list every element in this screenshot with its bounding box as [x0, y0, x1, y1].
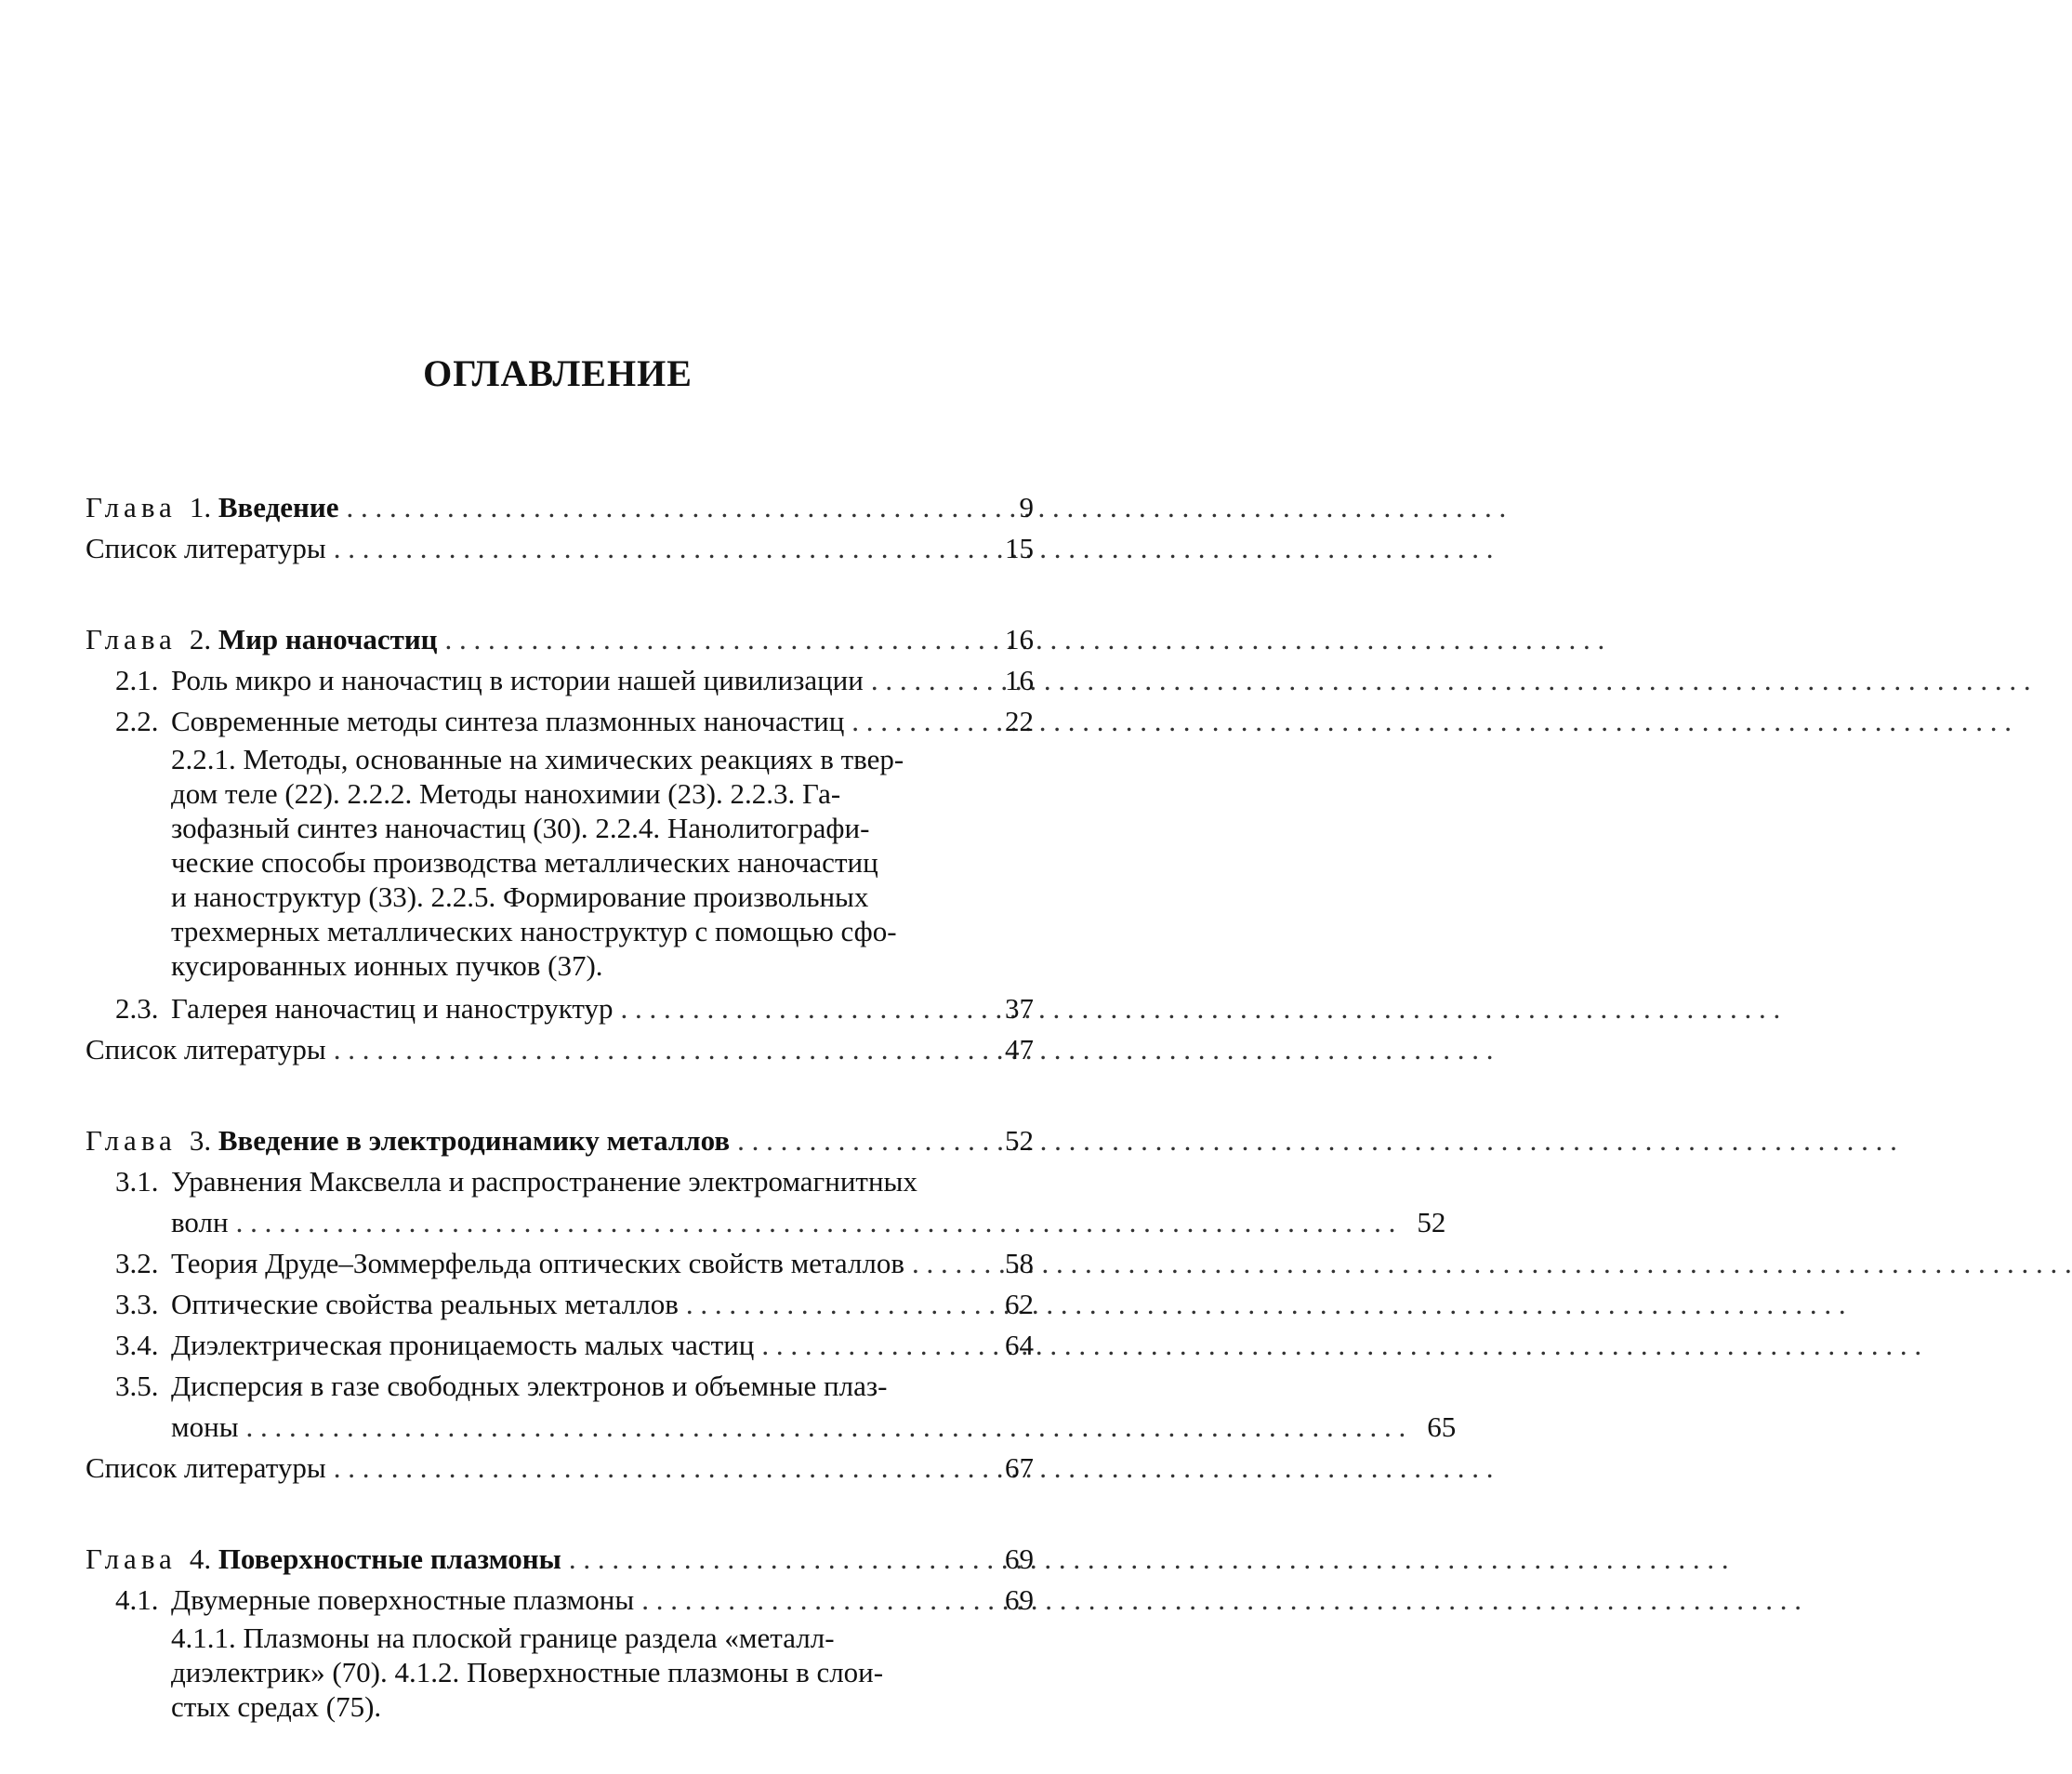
chapter-3: [86, 1120, 1034, 1489]
page-number: 58: [991, 1243, 1034, 1284]
section-entry[interactable]: [86, 1284, 1034, 1325]
section-number: 3.1.: [115, 1161, 171, 1202]
chapter-word: Глава: [86, 1120, 177, 1161]
section-title-line: волн: [171, 1202, 229, 1243]
references-label: Список литературы: [86, 1029, 326, 1070]
table-of-contents: [86, 487, 1034, 1774]
section-entry[interactable]: [86, 1161, 1034, 1243]
subsection-details: [86, 1621, 1034, 1724]
section-title: Галерея наночастиц и наноструктур: [171, 988, 614, 1029]
chapter-title: Мир наночастиц: [218, 619, 438, 660]
section-title: Диэлектрическая проницаемость малых частиц: [171, 1325, 754, 1366]
dot-leader: [621, 988, 983, 1029]
dot-leader: [851, 701, 983, 742]
section-entry[interactable]: [86, 1325, 1034, 1366]
dot-leader: [641, 1580, 983, 1621]
page-number: 67: [991, 1448, 1034, 1489]
dot-leader: [871, 660, 983, 701]
section-title: Современные методы синтеза плазмонных наночастиц: [171, 701, 844, 742]
section-entry[interactable]: [86, 1243, 1034, 1284]
detail-line: кусированных ионных пучков (37).: [171, 948, 969, 983]
chapter-heading[interactable]: [86, 1120, 1034, 1161]
chapter-word: Глава: [86, 487, 177, 528]
page-number: 52: [991, 1120, 1034, 1161]
page-number: 16: [991, 619, 1034, 660]
detail-line: дом теле (22). 2.2.2. Методы нанохимии (23). 2.2.3. Га-: [171, 776, 969, 811]
detail-line: трехмерных металлических наноструктур с помощью сфо-: [171, 914, 969, 948]
chapter-1: [86, 487, 1034, 569]
chapter-2: [86, 619, 1034, 1070]
chapter-heading[interactable]: [86, 619, 1034, 660]
dot-leader: [445, 619, 983, 660]
section-title: Роль микро и наночастиц в истории нашей цивилизации: [171, 660, 864, 701]
references-label: Список литературы: [86, 528, 326, 569]
page-number: 62: [991, 1284, 1034, 1325]
page-number: 22: [991, 701, 1034, 742]
chapter-number: 1.: [190, 487, 211, 528]
section-title-line: Уравнения Максвелла и распространение электромагнитных: [171, 1161, 1445, 1202]
dot-leader: [737, 1120, 983, 1161]
detail-line: и наноструктур (33). 2.2.5. Формирование произвольных: [171, 880, 969, 914]
page-number: 52: [1403, 1202, 1445, 1243]
page-title: ОГЛАВЛЕНИЕ: [0, 351, 1115, 395]
section-title-line: Дисперсия в газе свободных электронов и объемные плаз-: [171, 1366, 1456, 1407]
dot-leader: [236, 1202, 1396, 1243]
page-number: 15: [991, 528, 1034, 569]
section-title: Оптические свойства реальных металлов: [171, 1284, 679, 1325]
section-number: 4.1.: [115, 1580, 171, 1621]
section-entry[interactable]: [86, 701, 1034, 742]
chapter-heading[interactable]: [86, 1539, 1034, 1580]
section-entry[interactable]: [86, 1366, 1034, 1448]
detail-line: 2.2.1. Методы, основанные на химических реакциях в твер-: [171, 742, 969, 776]
page-number: 64: [991, 1325, 1034, 1366]
detail-line: 4.1.1. Плазмоны на плоской границе раздела «металл-: [171, 1621, 969, 1655]
references-entry[interactable]: [86, 528, 1034, 569]
section-number: 3.2.: [115, 1243, 171, 1284]
chapter-heading[interactable]: [86, 487, 1034, 528]
section-number: 2.1.: [115, 660, 171, 701]
page-number: 69: [991, 1580, 1034, 1621]
dot-leader: [686, 1284, 983, 1325]
section-entry[interactable]: [86, 660, 1034, 701]
chapter-number: 4.: [190, 1539, 211, 1580]
dot-leader: [761, 1325, 983, 1366]
chapter-word: Глава: [86, 619, 177, 660]
dot-leader: [334, 528, 983, 569]
references-entry[interactable]: [86, 1029, 1034, 1070]
dot-leader: [912, 1243, 983, 1284]
section-title-block: [171, 1161, 1445, 1243]
dot-leader: [569, 1539, 983, 1580]
section-number: 2.3.: [115, 988, 171, 1029]
page-number: 16: [991, 660, 1034, 701]
section-title-line: моны: [171, 1407, 239, 1448]
section-title: Двумерные поверхностные плазмоны: [171, 1580, 634, 1621]
dot-leader: [246, 1407, 1406, 1448]
chapter-word: Глава: [86, 1539, 177, 1580]
detail-line: ческие способы производства металлических наночастиц: [171, 845, 969, 880]
chapter-title: Введение в электродинамику металлов: [218, 1120, 730, 1161]
page-number: 37: [991, 988, 1034, 1029]
chapter-title: Поверхностные плазмоны: [218, 1539, 561, 1580]
page-number: 69: [991, 1539, 1034, 1580]
detail-line: стых средах (75).: [171, 1689, 969, 1724]
page-number: 9: [991, 487, 1034, 528]
section-entry[interactable]: [86, 988, 1034, 1029]
detail-line: диэлектрик» (70). 4.1.2. Поверхностные плазмоны в слои-: [171, 1655, 969, 1689]
section-number: 3.4.: [115, 1325, 171, 1366]
section-entry[interactable]: [86, 1580, 1034, 1621]
dot-leader: [334, 1029, 983, 1070]
section-title-block: [171, 1366, 1456, 1448]
page-number: 65: [1413, 1407, 1456, 1448]
section-title: Теория Друде–Зоммерфельда оптических свойств металлов: [171, 1243, 904, 1284]
chapter-number: 3.: [190, 1120, 211, 1161]
dot-leader: [334, 1448, 983, 1489]
section-number: 2.2.: [115, 701, 171, 742]
section-number: 3.3.: [115, 1284, 171, 1325]
dot-leader: [347, 487, 983, 528]
detail-line: зофазный синтез наночастиц (30). 2.2.4. Нанолитографи-: [171, 811, 969, 845]
chapter-4: [86, 1539, 1034, 1724]
section-number: 3.5.: [115, 1366, 171, 1407]
chapter-title: Введение: [218, 487, 339, 528]
page-number: 47: [991, 1029, 1034, 1070]
chapter-number: 2.: [190, 619, 211, 660]
references-entry[interactable]: [86, 1448, 1034, 1489]
references-label: Список литературы: [86, 1448, 326, 1489]
subsection-details: [86, 742, 1034, 983]
